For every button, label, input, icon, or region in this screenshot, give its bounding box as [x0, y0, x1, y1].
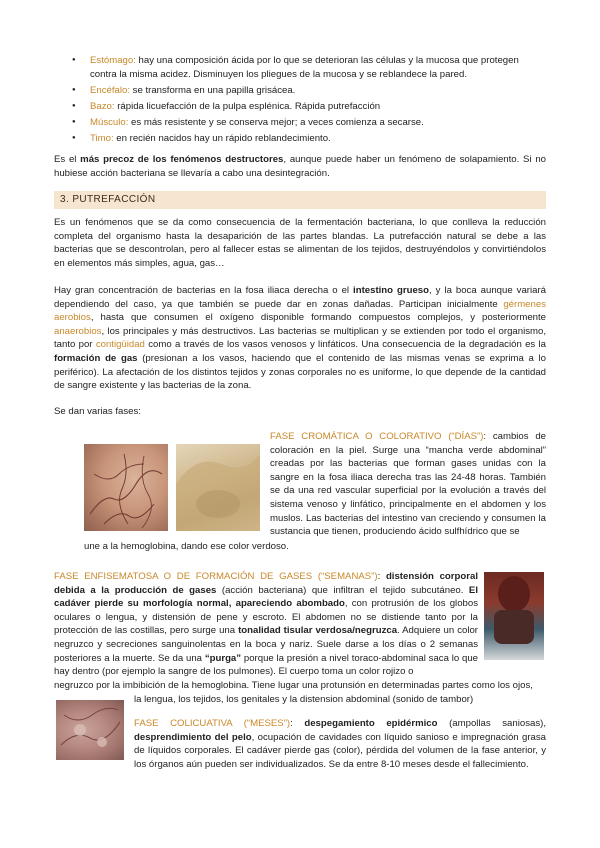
organ-text: hay una composición ácida por lo que se deterioran las células y la mucosa que protegen contra la misma acidez. Disminuyen los pliegues de la mucosa y se reblandece la pared. [90, 55, 519, 80]
intro-paragraph: Es un fenómenos que se da como consecuencia de la fermentación bacteriana, lo que conlleva la reducción completa del organismo hasta la desaparición de las partes blandas. La putrefacción natural se debe a las bacterias que se descontrolan, pero al fallecer estas se alimentan de los tejidos, destruyéndolos y convirtiéndolos en elementos más simples, agua, gas… [54, 217, 546, 269]
organ-text: es más resistente y se conserva mejor; a veces comienza a secarse. [128, 116, 424, 128]
list-item [70, 54, 546, 81]
bold-run: intestino grueso [353, 285, 429, 296]
text-run: (presionan a los vasos, haciendo que el contenido de las mismas venas se exprima a lo periférico). La afectación de los distintos tejidos y zonas corporales no es uniforme, lo que depende de la cantidad de sangre existente y las bacterias de la zona. [54, 352, 547, 392]
text-run: , con protrusión de los globos oculares o lengua, y distensión de pene y escroto. El abdomen no se distiende tanto por la protección de las costillas, pero surge una [54, 598, 478, 637]
text-run: Hay gran concentración de bacterias en la fosa iliaca derecha o el [54, 285, 354, 296]
list-item [70, 132, 546, 146]
text-run: (acción bacteriana) que infiltran el tejido subcutáneo. [216, 584, 469, 596]
text-run: (ampollas saniosas), [437, 718, 546, 729]
text-run: : cambios de coloración en la piel. Surge una “mancha verde abdominal” creadas por las bacterias que forman gases unidas con la sangre en la fosa iliaca derecha tras las 24-48 horas. También se da una red vascular superficial por la evolución a través del sistema venoso y linfático, principalmente en el abdomen y los muslos. Las bacterias del intestino van creciendo y consumen la sustancia que tienen, produciendo ácido sulfhídrico que se [270, 431, 546, 538]
text-run: . Adquiere un color negruzco y secreciones sanguinolentas en la boca y nariz. Suele darse a los días o 2 semanas posteriores a la muerte. Se da una [54, 625, 478, 664]
phase-title: FASE ENFISEMATOSA O DE FORMACIÓN DE GASES (“SEMANAS”) [54, 571, 378, 582]
text-run: , ocupación de cavidades con líquido sanioso e impregnación grasa de líquidos corporales. El cadáver pierde gas (color), pérdida del volumen de la fase anterior, y los órganos aún pueden ser individualizados. Se da entre 8-10 meses desde el fallecimiento. [134, 731, 546, 770]
organ-name: Bazo: [90, 100, 115, 112]
text-run: como a través de los vasos venosos y linfáticos. Una consecuencia de la degradación es la [144, 339, 546, 351]
phase-title: FASE COLICUATIVA (“MESES”) [134, 718, 291, 729]
chromatic-phase-paragraph [270, 430, 546, 539]
section-title: 3. PUTREFACCIÓN [60, 194, 156, 205]
bloated-body-photo [484, 572, 544, 660]
vein-pattern-graphic [84, 444, 168, 531]
phases-intro: Se dan varias fases: [54, 406, 141, 417]
colliquative-phase-paragraph [134, 717, 546, 771]
section-header [54, 191, 546, 209]
organ-list [70, 54, 546, 148]
figure-silhouette-graphic [484, 572, 544, 660]
list-item [70, 84, 546, 98]
list-item [70, 116, 546, 130]
abdomen-photo [176, 444, 260, 531]
skin-vascular-photo [84, 444, 168, 531]
bold-run: desprendimiento del pelo [134, 731, 252, 743]
highlight-run: gérmenes aerobios [54, 298, 546, 324]
blister-pattern-graphic [56, 700, 124, 760]
chromatic-phase-continuation: une a la hemoglobina, dando ese color verdoso. [84, 541, 289, 552]
emphysematous-phase-paragraph [54, 570, 478, 679]
highlight-run: contigüidad [95, 339, 145, 351]
concentration-paragraph [54, 284, 546, 393]
text-run: Es el [54, 154, 81, 165]
text-run: : [377, 571, 386, 582]
organ-name: Estómago: [90, 55, 136, 66]
text-run: , aunque puede haber un fenómeno de solapamiento. Si no hubiese acción bacteriana se llevaría a cabo una desintegración. [54, 154, 546, 179]
highlight-run: anaerobios [54, 325, 102, 337]
bold-run: “purga” [204, 652, 242, 664]
bold-run: formación de gas [54, 352, 138, 364]
bold-run: distensión corporal debida a la producción de gases [54, 571, 478, 596]
organ-name: Músculo: [90, 116, 129, 128]
text-run: : [290, 718, 305, 729]
abdomen-shape-graphic [176, 444, 260, 531]
skin-blisters-photo [56, 700, 124, 760]
bold-run: tonalidad tisular verdosa/negruzca [238, 625, 398, 637]
text-run: , y la boca aunque variará dependiendo del caso, ya que también se puede dar en zonas dañadas. Participan inicialmente [54, 285, 547, 310]
text-run: , los principales y más destructivos. Las bacterias se multiplican y se extienden por todo el organismo, tanto por [54, 325, 546, 351]
bold-run: despegamiento epidérmico [304, 718, 438, 729]
list-item [70, 100, 546, 114]
organ-name: Encéfalo: [90, 84, 131, 96]
text-run: , hasta que consumen el oxígeno disponible formando compuestos complejos, y posteriormente [90, 312, 546, 324]
organ-text: en recién nacidos hay un rápido reblandecimiento. [113, 132, 331, 144]
precoz-paragraph [54, 153, 546, 180]
bold-run: más precoz de los fenómenos destructores [80, 154, 284, 165]
bold-run: El cadáver pierde su morfología normal, apareciendo abombado [54, 584, 478, 610]
organ-text: rápida licuefacción de la pulpa esplénica. Rápida putrefacción [114, 100, 381, 112]
phase-title: FASE CROMÁTICA O COLORATIVO (“DÍAS”) [270, 431, 484, 442]
emphysematous-phase-continuation: negruzco por la imbibición de la hemoglobina. Tiene lugar una protunsión en determinadas partes como los ojos, [54, 680, 533, 691]
text-run: porque la presión a nivel toraco-abdominal saca lo que hay dentro (por ejemplo la sangre de los pulmones). El cuerpo toma un color rojizo o [54, 652, 479, 678]
emphysematous-phase-continuation: la lengua, los tejidos, los genitales y la distension abdominal (sonido de tambor) [134, 694, 474, 705]
organ-name: Timo: [90, 132, 114, 144]
organ-text: se transforma en una papilla grisácea. [130, 84, 296, 96]
